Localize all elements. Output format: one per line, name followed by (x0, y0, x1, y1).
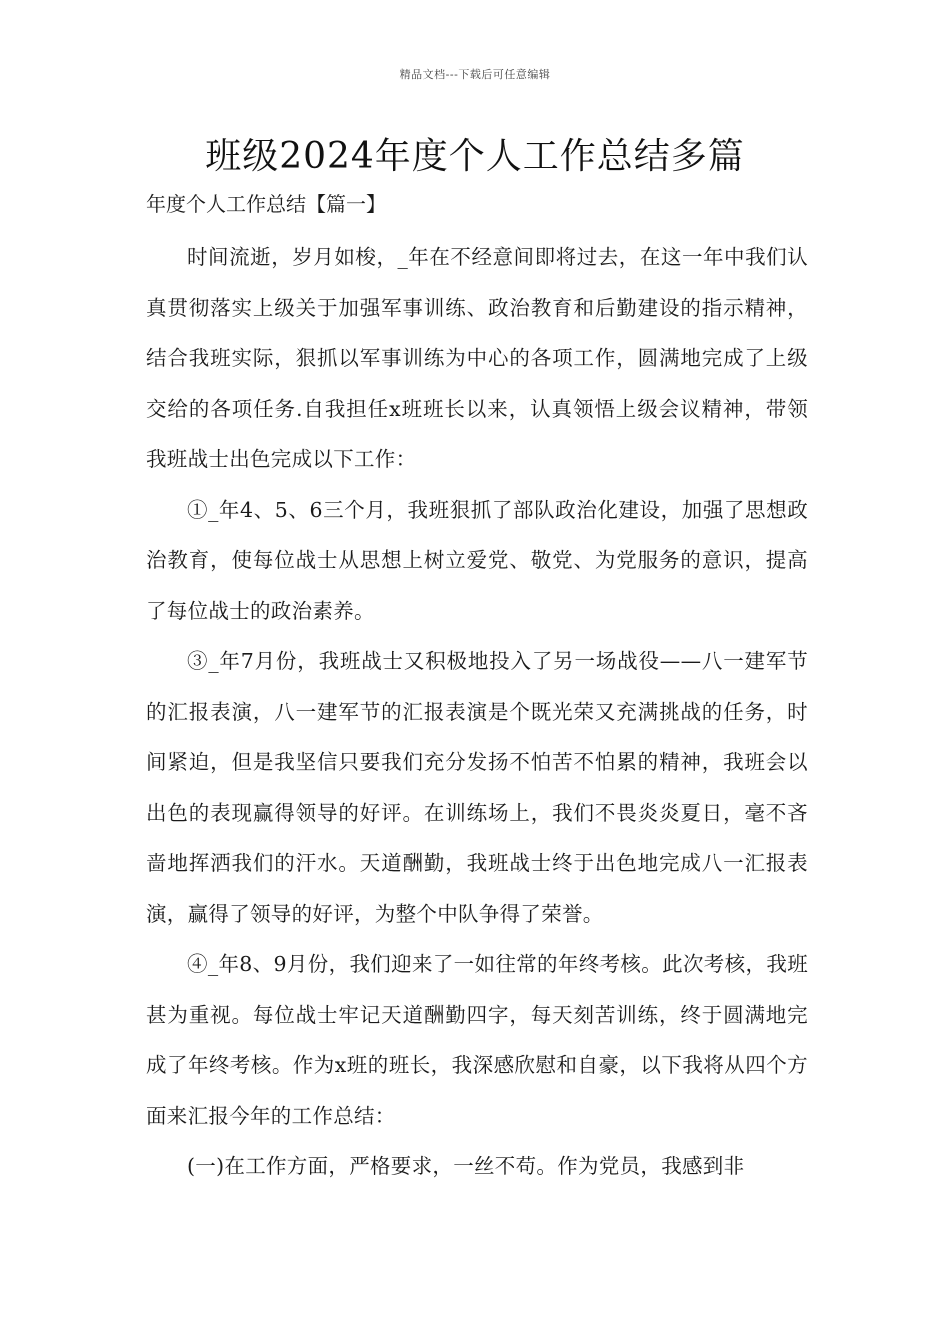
paragraph: ①_年4、5、6三个月，我班狠抓了部队政治化建设，加强了思想政治教育，使每位战士从思想上树立爱党、敬党、为党服务的意识，提高了每位战士的政治素养。 (146, 497, 808, 623)
paragraph: (一)在工作方面，严格要求，一丝不苟。作为党员，我感到非 (187, 1154, 745, 1178)
paragraph: 时间流逝，岁月如梭，_年在不经意间即将过去，在这一年中我们认真贯彻落实上级关于加强军事训练、政治教育和后勤建设的指示精神，结合我班实际，狠抓以军事训练为中心的各项工作，圆满地完成了上级交给的各项任务.自我担任x班班长以来，认真领悟上级会议精神，带领我班战士出色完成以下工作： (146, 245, 808, 471)
section-heading: 年度个人工作总结【篇一】 (146, 192, 386, 216)
paragraph: ④_年8、9月份，我们迎来了一如往常的年终考核。此次考核，我班甚为重视。每位战士牢记天道酬勤四字，每天刻苦训练，终于圆满地完成了年终考核。作为x班的班长，我深感欣慰和自豪，以下我将从四个方面来汇报今年的工作总结： (146, 952, 808, 1128)
header-note: 精品文档---下载后可任意编辑 (399, 68, 551, 81)
document-body (146, 232, 808, 1192)
paragraph: ③_年7月份，我班战士又积极地投入了另一场战役——八一建军节的汇报表演，八一建军节的汇报表演是个既光荣又充满挑战的任务，时间紧迫，但是我坚信只要我们充分发扬不怕苦不怕累的精神，我班会以出色的表现赢得领导的好评。在训练场上，我们不畏炎炎夏日，毫不吝啬地挥洒我们的汗水。天道酬勤，我班战士终于出色地完成八一汇报表演，赢得了领导的好评，为整个中队争得了荣誉。 (146, 649, 808, 926)
document-title: 班级2024年度个人工作总结多篇 (205, 136, 745, 177)
